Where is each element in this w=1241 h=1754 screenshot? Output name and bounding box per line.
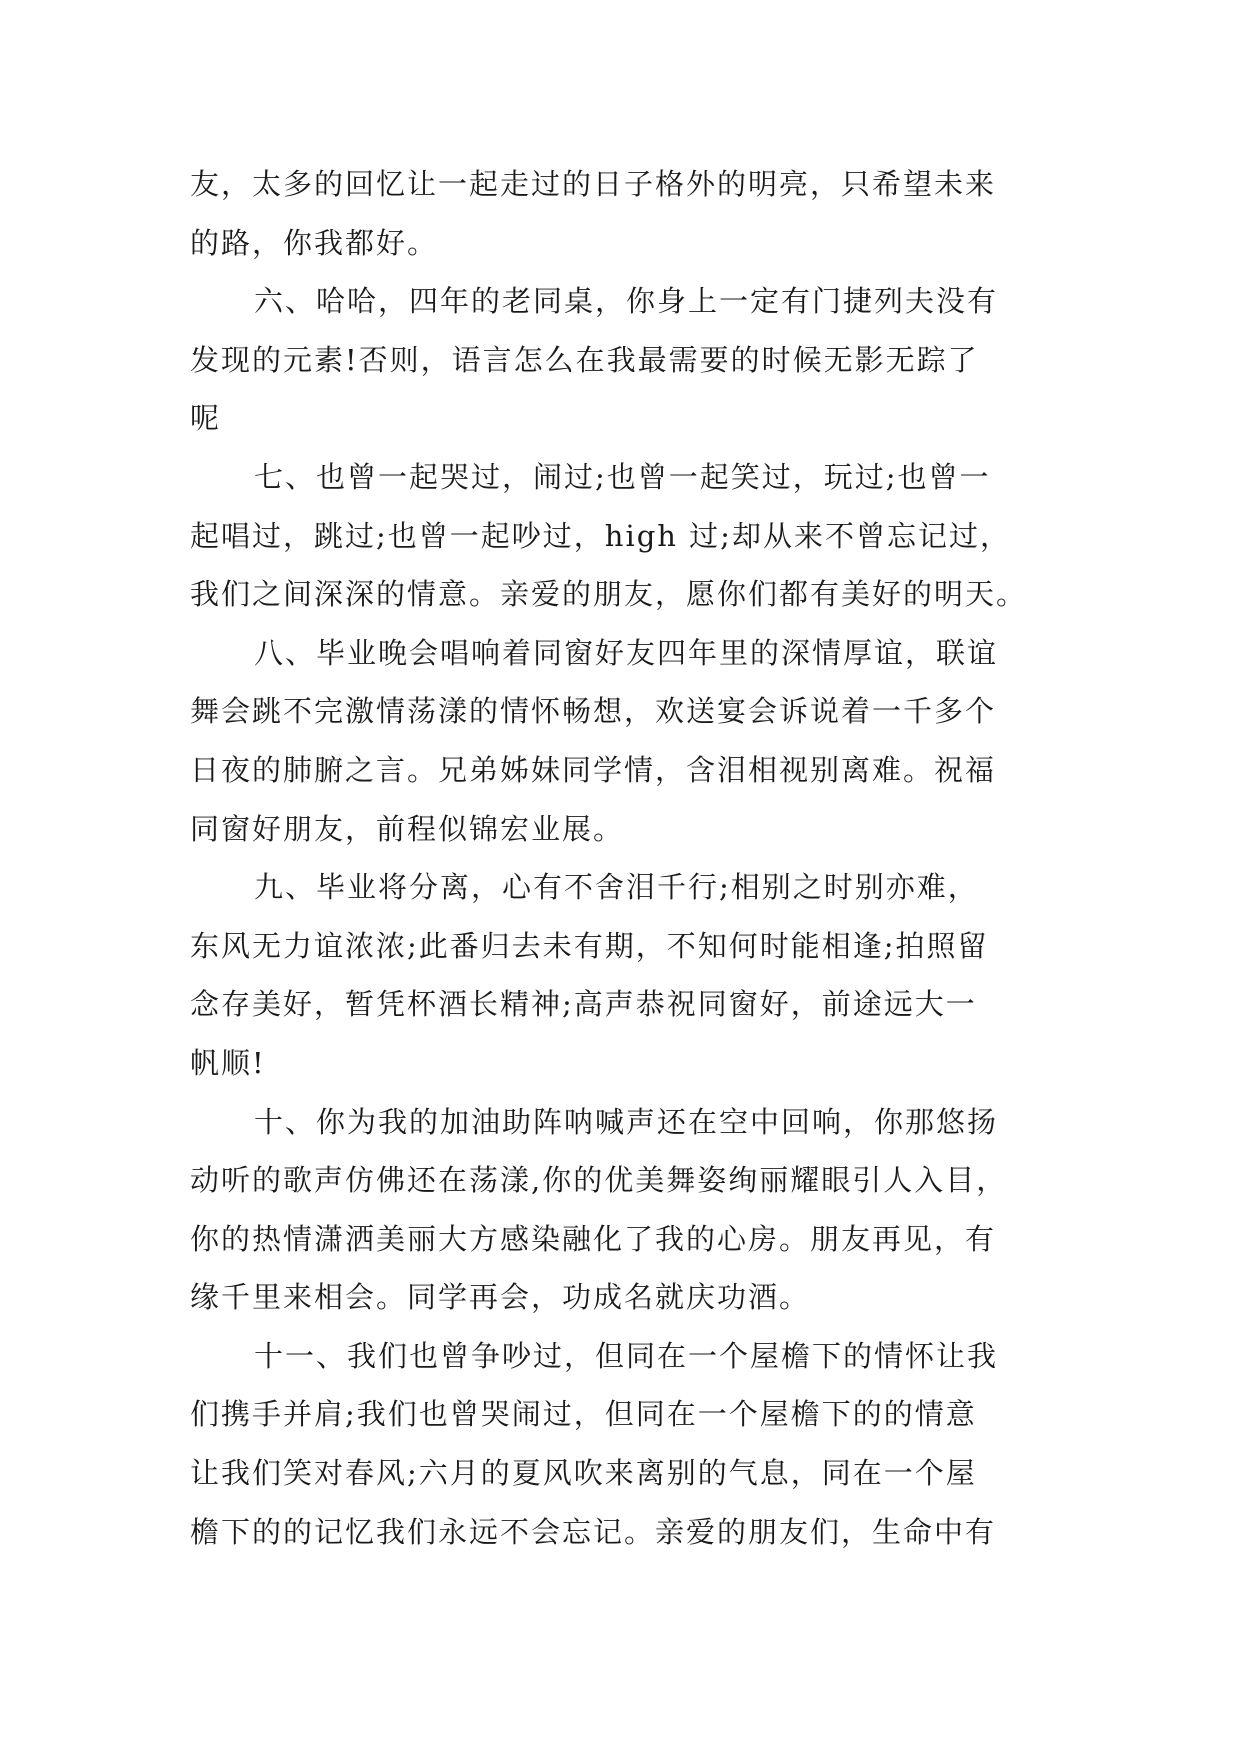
text-line: 让我们笑对春风;六月的夏风吹来离别的气息，同在一个屋 xyxy=(190,1456,977,1491)
text-line: 我们之间深深的情意。亲爱的朋友，愿你们都有美好的明天。 xyxy=(190,577,1028,612)
text-line: 们携手并肩;我们也曾哭闹过，但同在一个屋檐下的的情意 xyxy=(190,1397,977,1432)
paragraph-seven-start: 七、也曾一起哭过，闹过;也曾一起笑过，玩过;也曾一 xyxy=(254,459,991,494)
paragraph-six-start: 六、哈哈，四年的老同桌，你身上一定有门捷列夫没有 xyxy=(254,284,999,319)
text-line: 缘千里来相会。同学再会，功成名就庆功酒。 xyxy=(190,1280,811,1315)
text-line: 起唱过，跳过;也曾一起吵过，high 过;却从来不曾忘记过， xyxy=(190,518,1011,553)
text-line: 念存美好，暂凭杯酒长精神;高声恭祝同窗好，前途远大一 xyxy=(190,987,977,1022)
text-line: 日夜的肺腑之言。兄弟姊妹同学情，含泪相视别离难。祝福 xyxy=(190,752,997,787)
paragraph-eight-start: 八、毕业晚会唱响着同窗好友四年里的深情厚谊，联谊 xyxy=(254,635,999,670)
text-line: 你的热情潇洒美丽大方感染融化了我的心房。朋友再见，有 xyxy=(190,1221,997,1256)
text-line: 东风无力谊浓浓;此番归去未有期，不知何时能相逢;拍照留 xyxy=(190,928,989,963)
text-line: 发现的元素!否则，语言怎么在我最需要的时候无影无踪了 xyxy=(190,342,979,377)
paragraph-nine-start: 九、毕业将分离，心有不舍泪千行;相别之时别亦难， xyxy=(254,870,979,905)
text-line: 舞会跳不完激情荡漾的情怀畅想，欢送宴会诉说着一千多个 xyxy=(190,694,997,729)
text-line: 同窗好朋友，前程似锦宏业展。 xyxy=(190,811,625,846)
text-line: 呢 xyxy=(190,401,222,436)
text-line: 动听的歌声仿佛还在荡漾,你的优美舞姿绚丽耀眼引人入目， xyxy=(190,1163,1008,1198)
text-line: 友，太多的回忆让一起走过的日子格外的明亮，只希望未来 xyxy=(190,167,997,201)
paragraph-eleven-start: 十一、我们也曾争吵过，但同在一个屋檐下的情怀让我 xyxy=(254,1338,999,1373)
text-line: 的路，你我都好。 xyxy=(190,225,439,260)
text-line: 檐下的的记忆我们永远不会忘记。亲爱的朋友们，生命中有 xyxy=(190,1514,997,1549)
paragraph-ten-start: 十、你为我的加油助阵呐喊声还在空中回响，你那悠扬 xyxy=(254,1104,999,1139)
text-line: 帆顺! xyxy=(190,1045,266,1080)
document-body xyxy=(190,155,1060,1561)
